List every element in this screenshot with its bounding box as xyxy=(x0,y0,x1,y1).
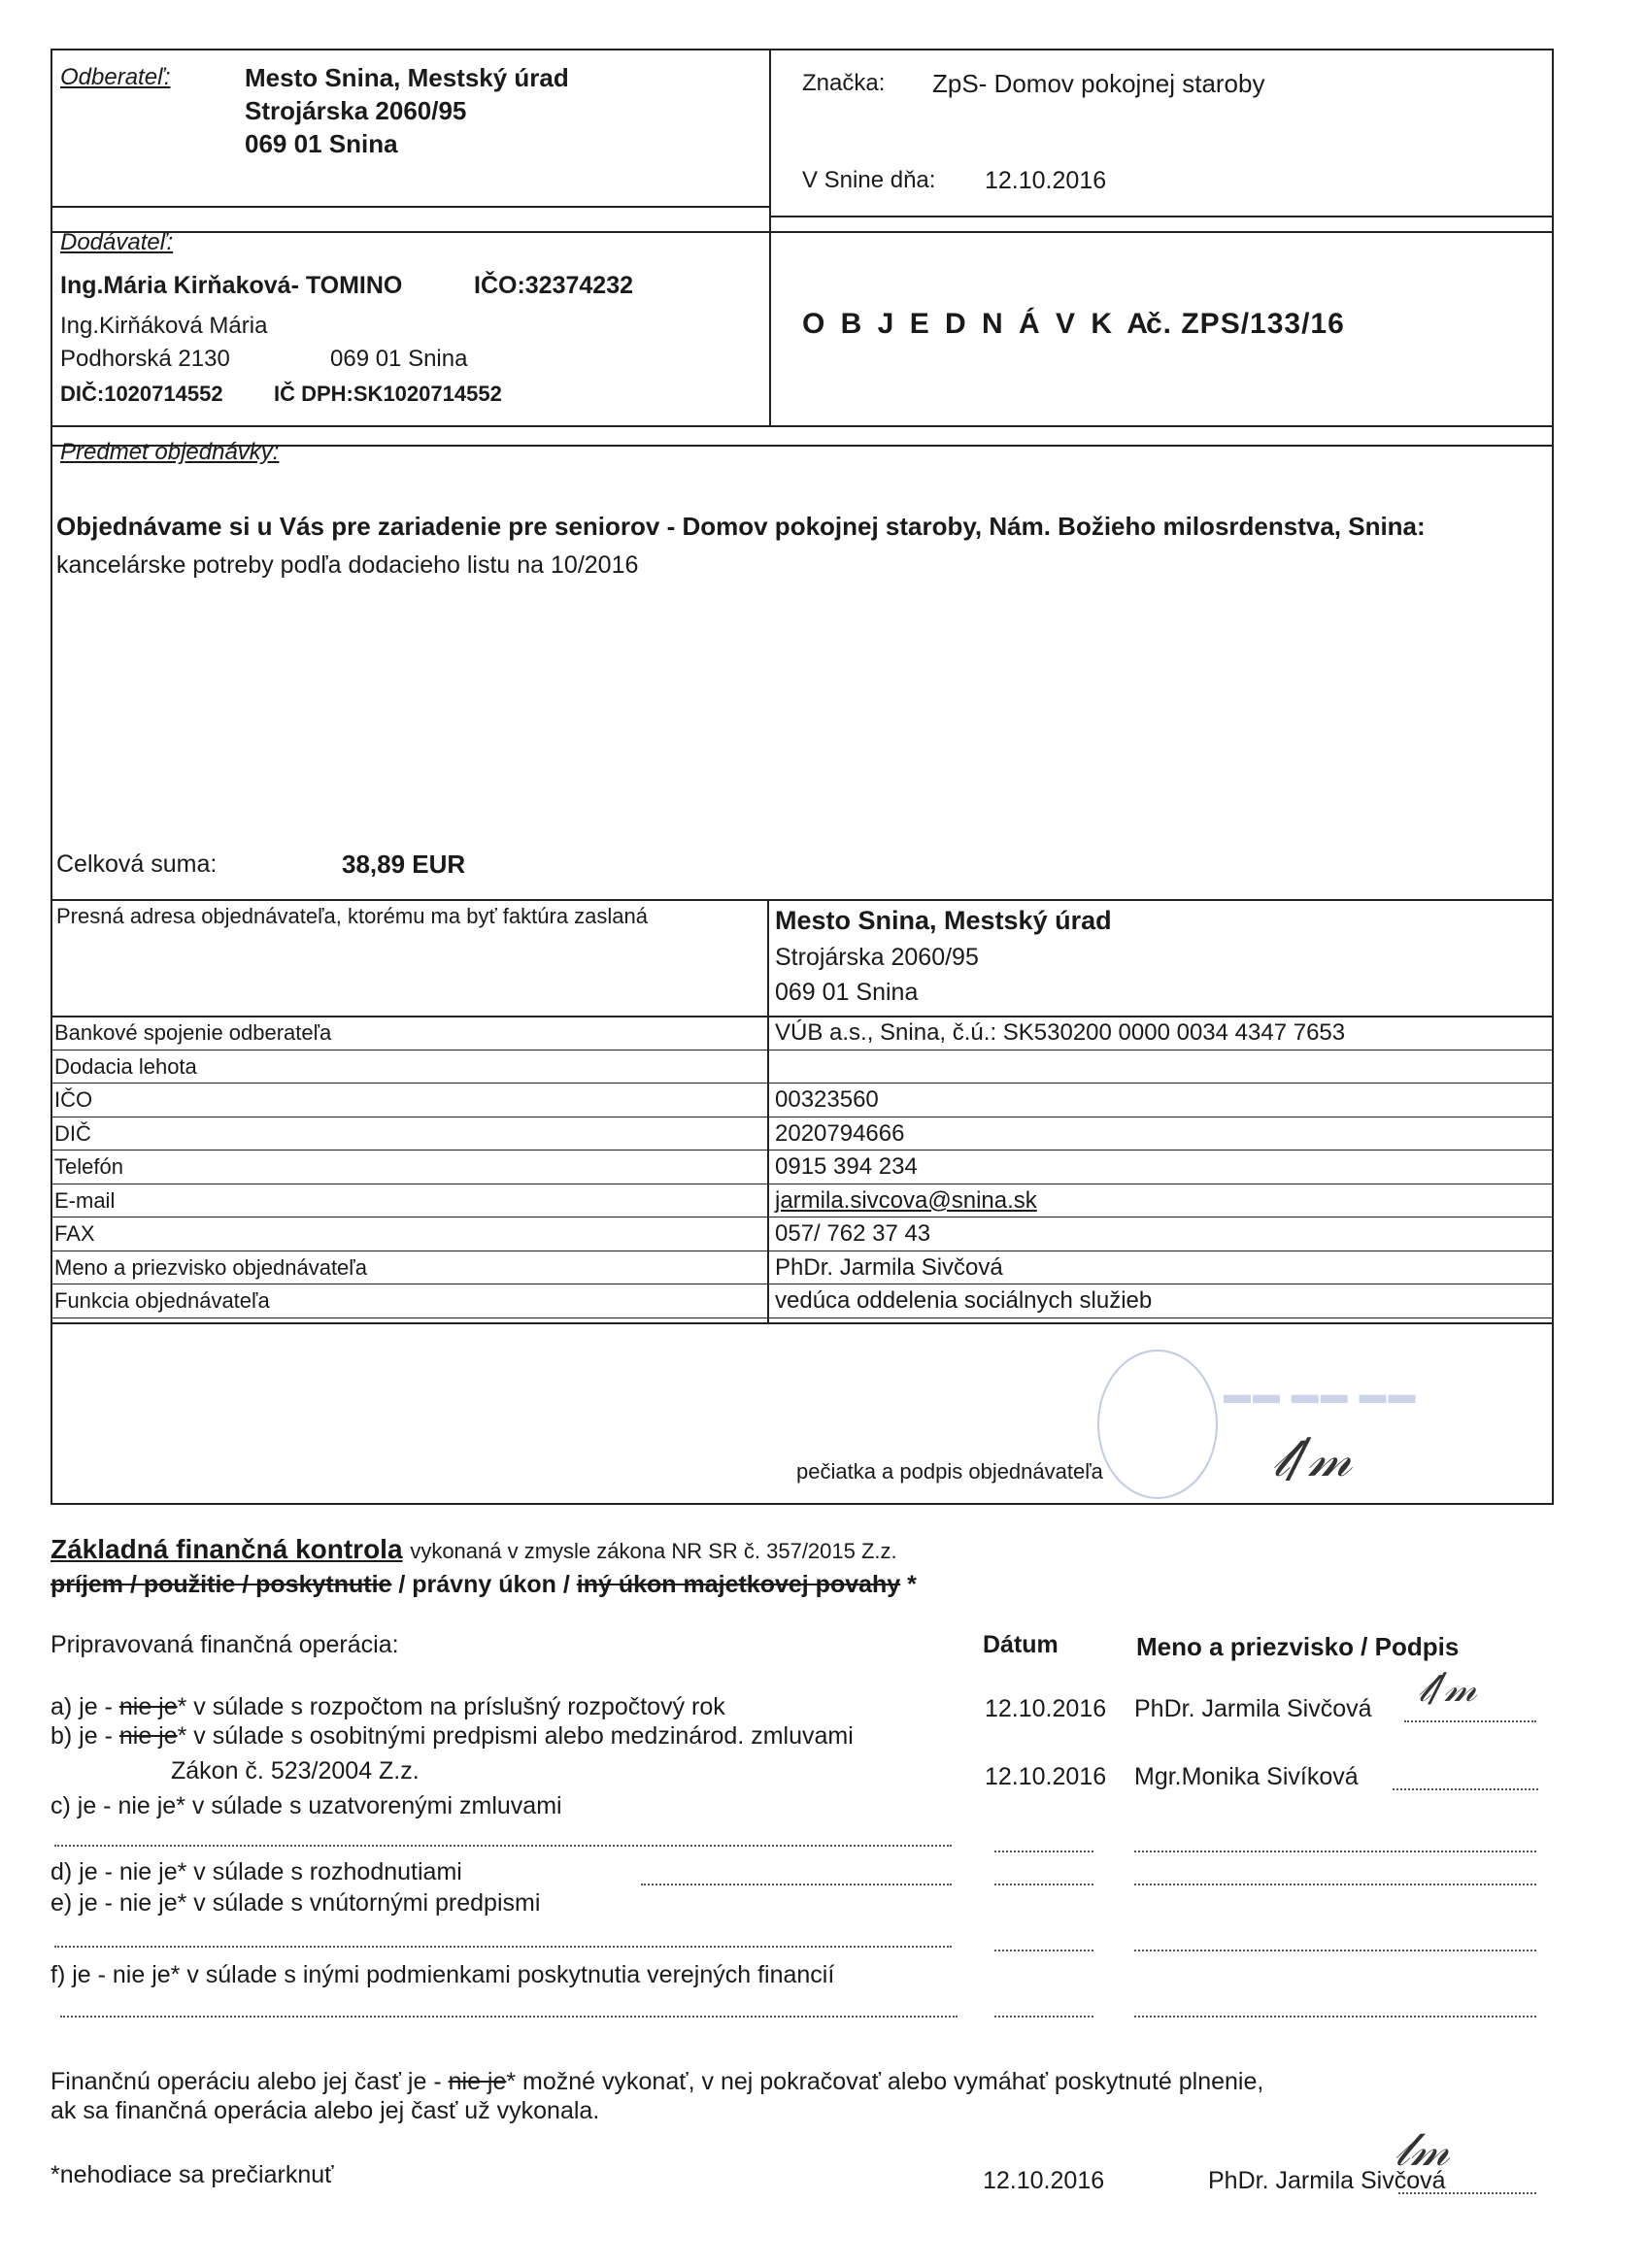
supplier-street: Podhorská 2130 xyxy=(60,346,230,372)
item-b-text: * v súlade s osobitnými predpismi alebo medzinárod. zmluvami xyxy=(177,1722,854,1750)
header-rule-right xyxy=(769,216,1554,217)
footnote: *nehodiace sa prečiarknuť xyxy=(50,2161,334,2188)
item-e-line xyxy=(54,1946,952,1948)
stamp-text-icon: ▬▬ ▬▬ ▬▬ xyxy=(1224,1379,1418,1409)
item-a-text: * v súlade s rozpočtom na príslušný rozpočtový rok xyxy=(177,1693,725,1720)
subject-label: Predmet objednávky: xyxy=(60,439,280,465)
detail-label: Bankové spojenie odberateľa xyxy=(54,1020,332,1045)
detail-label: Telefón xyxy=(54,1154,123,1179)
header-rule xyxy=(50,206,769,208)
date-value: 12.10.2016 xyxy=(985,167,1107,194)
address-name: Mesto Snina, Mestský úrad xyxy=(775,906,1112,935)
details-bottom-rule xyxy=(50,1322,1554,1324)
control-title-line xyxy=(50,1534,897,1565)
header-divider xyxy=(769,49,771,427)
item-f-name-line xyxy=(1134,2016,1536,2018)
detail-value: 00323560 xyxy=(775,1086,879,1113)
detail-value[interactable]: jarmila.sivcova@snina.sk xyxy=(775,1186,1037,1214)
item-c-line xyxy=(54,1845,952,1847)
final-date: 12.10.2016 xyxy=(983,2167,1105,2194)
order-title: O B J E D N Á V K A xyxy=(802,308,1152,340)
detail-value: VÚB a.s., Snina, č.ú.: SK530200 0000 0034 4347 7653 xyxy=(775,1019,1346,1046)
details-rows-top-rule xyxy=(50,1016,1554,1017)
supplier-dic: DIČ:1020714552 xyxy=(60,382,223,406)
detail-value: PhDr. Jarmila Sivčová xyxy=(775,1253,1003,1281)
supplier-name: Ing.Mária Kirňaková- TOMINO xyxy=(60,272,403,299)
item-b-name: Mgr.Monika Sivíková xyxy=(1134,1763,1359,1790)
final-text: * možné vykonať, v nej pokračovať alebo vymáhať poskytnuté plnenie, xyxy=(506,2068,1264,2095)
final-statement-1 xyxy=(50,2068,1263,2096)
details-top-rule xyxy=(50,899,1554,901)
item-c: c) je - nie je* v súlade s uzatvorenými zmluvami xyxy=(50,1792,562,1819)
subject-rule-1 xyxy=(50,425,1554,427)
item-e-name-line xyxy=(1134,1950,1536,1951)
detail-value: 2020794666 xyxy=(775,1119,905,1147)
col-name-header: Meno a priezvisko / Podpis xyxy=(1136,1632,1460,1661)
supplier-icdph: IČ DPH:SK1020714552 xyxy=(274,382,502,406)
control-title-suffix: vykonaná v zmysle zákona NR SR č. 357/2015 Z.z. xyxy=(410,1539,897,1563)
final-prefix: Finančnú operáciu alebo jej časť je - xyxy=(50,2068,449,2095)
control-line-2 xyxy=(50,1571,917,1599)
item-a xyxy=(50,1693,725,1721)
final-name: PhDr. Jarmila Sivčová xyxy=(1208,2167,1446,2194)
odberatel-name: Mesto Snina, Mestský úrad xyxy=(245,63,569,92)
supplier-label: Dodávateľ: xyxy=(60,229,174,255)
detail-label: FAX xyxy=(54,1221,95,1246)
subject-line-2: kancelárske potreby podľa dodacieho listu na 10/2016 xyxy=(56,551,639,579)
item-a-name: PhDr. Jarmila Sivčová xyxy=(1134,1695,1372,1722)
control-title: Základná finančná kontrola xyxy=(50,1534,403,1564)
detail-label: IČO xyxy=(54,1087,93,1112)
details-divider xyxy=(767,899,769,1322)
supplier-ico: IČO:32374232 xyxy=(474,272,634,299)
detail-value: vedúca oddelenia sociálnych služieb xyxy=(775,1287,1153,1314)
official-stamp-icon xyxy=(1097,1350,1218,1499)
signature-final-icon: 𝓁𝓂 xyxy=(1395,2122,1450,2177)
odberatel-street: Strojárska 2060/95 xyxy=(245,96,467,125)
stamp-caption: pečiatka a podpis objednávateľa xyxy=(796,1459,1103,1484)
item-f-date-line xyxy=(994,2016,1093,2018)
item-a-date: 12.10.2016 xyxy=(985,1695,1107,1722)
header-rule-full xyxy=(50,231,1554,233)
order-number: č. ZPS/133/16 xyxy=(1146,308,1345,340)
control-line2-mid: / právny úkon / xyxy=(391,1571,577,1598)
supplier-contact: Ing.Kirňáková Mária xyxy=(60,313,268,339)
detail-label: Funkcia objednávateľa xyxy=(54,1288,270,1313)
item-a-prefix: a) je - xyxy=(50,1693,119,1720)
final-struck: nie je xyxy=(448,2068,507,2095)
detail-label: Meno a priezvisko objednávateľa xyxy=(54,1254,367,1280)
detail-label: DIČ xyxy=(54,1120,91,1146)
item-e: e) je - nie je* v súlade s vnútornými predpismi xyxy=(50,1889,541,1917)
subject-line-1: Objednávame si u Vás pre zariadenie pre seniorov - Domov pokojnej staroby, Nám. Božieho milosrdenstva, Snina: xyxy=(56,512,1426,541)
item-d-date-line xyxy=(994,1884,1093,1885)
detail-label: Dodacia lehota xyxy=(54,1053,197,1079)
address-label: Presná adresa objednávateľa, ktorému ma byť faktúra zaslaná xyxy=(56,904,649,928)
znacka-label: Značka: xyxy=(802,70,886,96)
control-line2-struck2: iný úkon majetkovej povahy xyxy=(576,1571,901,1598)
signature-a-icon: 𝓁/𝓂 xyxy=(1418,1666,1477,1711)
detail-value: 057/ 762 37 43 xyxy=(775,1220,931,1247)
supplier-city: 069 01 Snina xyxy=(330,346,468,372)
item-a-sign-line xyxy=(1404,1720,1536,1722)
item-c-date-line xyxy=(994,1851,1093,1852)
date-label: V Snine dňa: xyxy=(802,167,936,193)
detail-value: 0915 394 234 xyxy=(775,1153,918,1180)
op-label: Pripravovaná finančná operácia: xyxy=(50,1631,399,1658)
item-d-line xyxy=(641,1884,952,1885)
item-e-date-line xyxy=(994,1950,1093,1951)
total-label: Celková suma: xyxy=(56,850,218,878)
detail-row-rule xyxy=(50,1150,1554,1151)
item-f-line xyxy=(60,2016,958,2018)
detail-row-rule xyxy=(50,1050,1554,1051)
col-date-header: Dátum xyxy=(983,1631,1059,1658)
order-form-frame xyxy=(50,49,1554,1505)
item-b-struck: nie je xyxy=(118,1722,178,1750)
address-street: Strojárska 2060/95 xyxy=(775,944,979,971)
item-d: d) je - nie je* v súlade s rozhodnutiami xyxy=(50,1858,462,1885)
detail-label: E-mail xyxy=(54,1187,116,1213)
item-b-sign-line xyxy=(1393,1788,1538,1790)
item-a-struck: nie je xyxy=(118,1693,178,1720)
odberatel-label: Odberateľ: xyxy=(60,64,171,90)
znacka-value: ZpS- Domov pokojnej staroby xyxy=(932,69,1265,98)
item-b-prefix: b) je - xyxy=(50,1722,119,1750)
signature-icon: 𝓁/𝓂 xyxy=(1272,1427,1352,1488)
detail-row-rule xyxy=(50,1083,1554,1084)
detail-row-rule xyxy=(50,1317,1554,1318)
total-value: 38,89 EUR xyxy=(342,850,466,879)
item-c-name-line xyxy=(1134,1851,1536,1852)
odberatel-city: 069 01 Snina xyxy=(245,129,398,158)
item-b-law: Zákon č. 523/2004 Z.z. xyxy=(171,1757,420,1784)
final-sign-line xyxy=(1398,2192,1536,2194)
item-d-name-line xyxy=(1134,1884,1536,1885)
control-line2-struck: príjem / použitie / poskytnutie xyxy=(50,1571,392,1598)
item-b-date: 12.10.2016 xyxy=(985,1763,1107,1790)
item-b xyxy=(50,1722,854,1751)
address-city: 069 01 Snina xyxy=(775,979,919,1006)
control-line2-end: * xyxy=(900,1571,917,1598)
final-statement-2: ak sa finančná operácia alebo jej časť už vykonala. xyxy=(50,2097,600,2124)
item-f: f) je - nie je* v súlade s inými podmienkami poskytnutia verejných financií xyxy=(50,1961,835,1988)
